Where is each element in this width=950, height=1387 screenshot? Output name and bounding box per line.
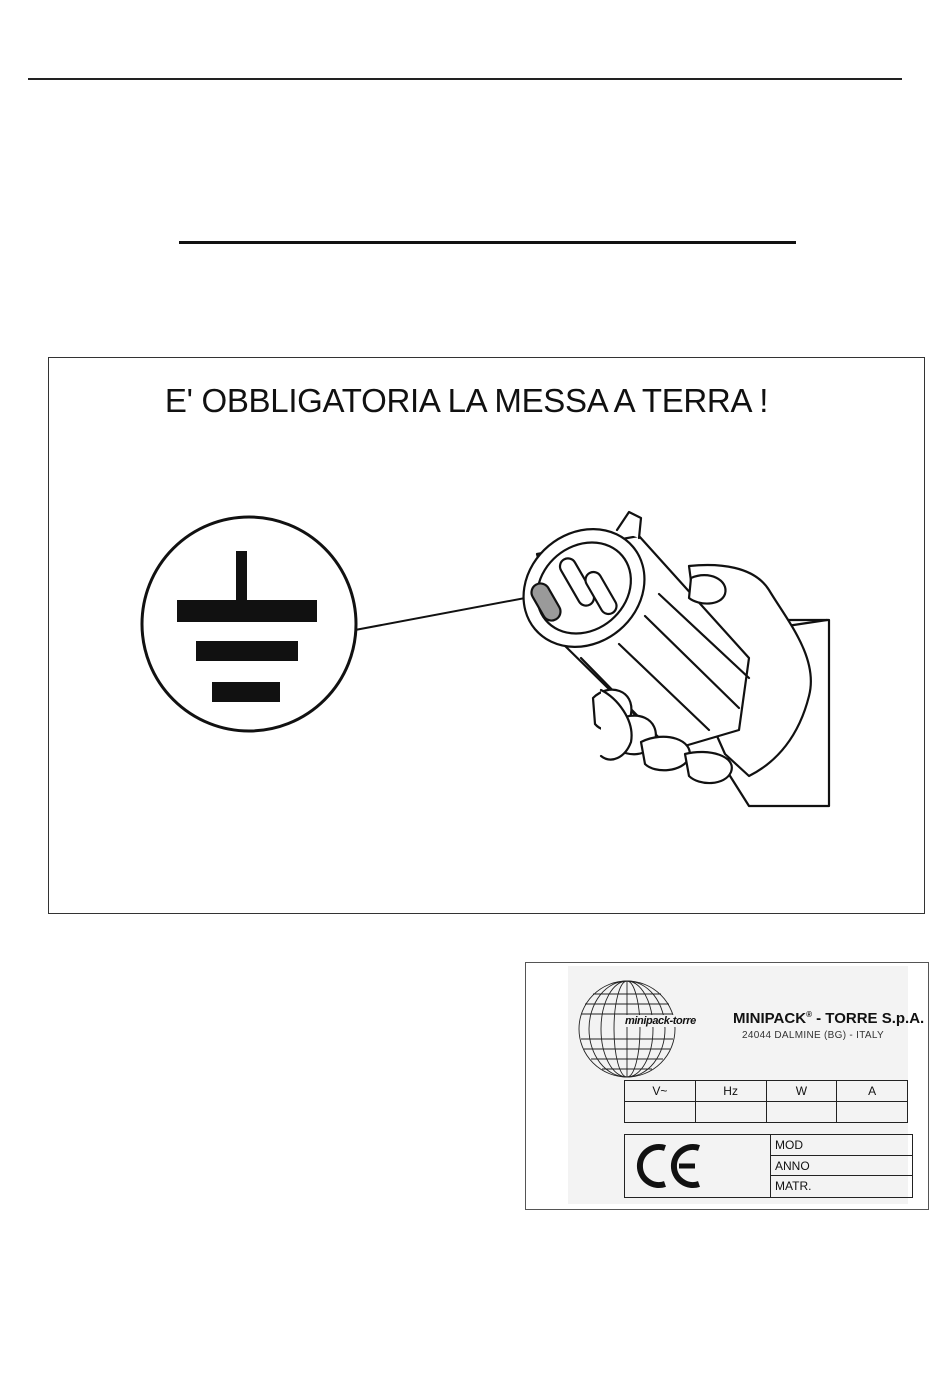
rating-nameplate: [525, 962, 929, 1210]
ground-symbol-icon: [142, 517, 356, 731]
spec-value-frequency: [695, 1102, 766, 1123]
nameplate-fields: [770, 1135, 913, 1197]
spec-header-current: A: [837, 1081, 908, 1102]
spec-value-current: [837, 1102, 908, 1123]
company-name: MINIPACK® - TORRE S.p.A.: [733, 1010, 925, 1027]
header-rule: [28, 78, 902, 80]
hand-holding-plug-icon: [500, 505, 829, 806]
ce-mark-icon: [635, 1142, 705, 1190]
spec-header-voltage: V~: [625, 1081, 696, 1102]
spec-value-power: [766, 1102, 837, 1123]
grounding-warning-panel: [48, 357, 925, 914]
electrical-specs-table: [624, 1080, 908, 1123]
certification-block: [624, 1134, 913, 1198]
nameplate-surface: [568, 966, 925, 1204]
warning-title: E' OBBLIGATORIA LA MESSA A TERRA !: [164, 382, 769, 419]
logo-wordmark: minipack-torre: [625, 1015, 696, 1027]
grounding-illustration: [49, 358, 926, 915]
company-address: 24044 DALMINE (BG) - ITALY: [742, 1030, 884, 1041]
field-serial: MATR.: [775, 1179, 812, 1193]
spec-header-power: W: [766, 1081, 837, 1102]
spec-value-voltage: [625, 1102, 696, 1123]
globe-logo-icon: [572, 974, 682, 1084]
spec-header-frequency: Hz: [695, 1081, 766, 1102]
section-rule: [179, 241, 796, 244]
field-model: MOD: [771, 1135, 913, 1156]
field-year: ANNO: [771, 1156, 913, 1177]
